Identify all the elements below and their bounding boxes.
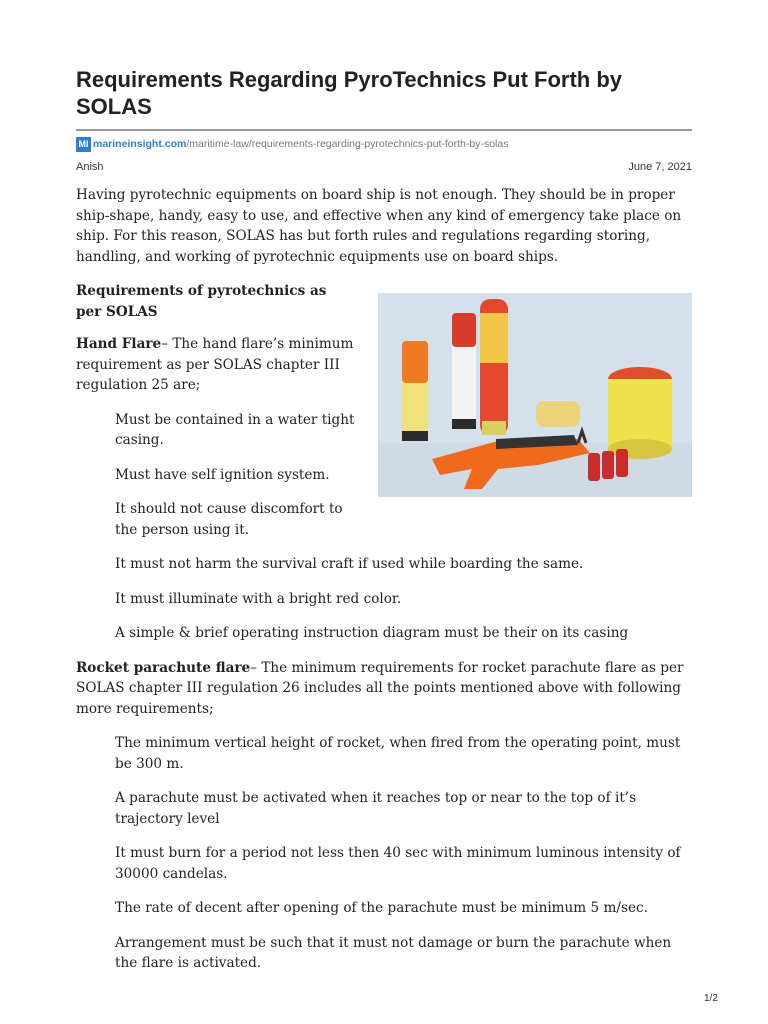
list-item: The rate of decent after opening of the parachute must be minimum 5 m/sec. — [115, 900, 648, 916]
article-meta — [76, 161, 692, 173]
list-item: A simple & brief operating instruction diagram must be their on its casing — [115, 625, 629, 641]
list-item: Arrangement must be such that it must not damage or burn the parachute when the flare is activated. — [115, 934, 672, 971]
author: Anish — [76, 161, 104, 173]
publish-date: June 7, 2021 — [628, 161, 692, 173]
hand-flare-label: Hand Flare — [76, 336, 162, 352]
list-item: Must have self ignition system. — [115, 466, 330, 483]
list-item: It must burn for a period not less then 40 sec with minimum luminous intensity of 30000 candelas. — [115, 845, 681, 882]
source-line — [76, 136, 692, 152]
section-heading: Requirements of pyrotechnics as per SOLAS — [76, 283, 327, 320]
rocket-flare-label: Rocket parachute flare — [76, 659, 251, 676]
pyrotechnics-photo — [378, 293, 692, 497]
list-item: It should not cause discomfort to the person using it. — [115, 501, 343, 538]
article — [76, 66, 692, 974]
rocket-flare-paragraph: Rocket parachute flare– The minimum requirements for rocket parachute flare as per SOLAS chapter III regulation 26 includes all the points mentioned above with following more requirements; — [76, 659, 684, 717]
pyrotechnics-photo-icon — [378, 293, 692, 497]
title-divider — [76, 129, 692, 131]
list-item: A parachute must be activated when it reaches top or near to the top of it’s trajectory level — [115, 790, 637, 827]
list-item: The minimum vertical height of rocket, when fired from the operating point, must be 300 m. — [115, 735, 681, 772]
page-title: Requirements Regarding PyroTechnics Put Forth by SOLAS — [76, 67, 623, 119]
source-path-link[interactable]: /maritime-law/requirements-regarding-pyrotechnics-put-forth-by-solas — [186, 138, 509, 150]
list-item: Must be contained in a water tight casing. — [115, 411, 355, 448]
source-domain-link[interactable]: marineinsight.com — [93, 138, 187, 150]
list-item: It must not harm the survival craft if used while boarding the same. — [115, 556, 584, 572]
page-number: 1/2 — [704, 993, 718, 1004]
intro-paragraph: Having pyrotechnic equipments on board ship is not enough. They should be in proper ship-shape, handy, easy to use, and effective when any kind of emergency take place on ship. For this reason, SOLAS has but forth rules and regulations regarding storing, handling, and working of pyrotechnic equipments use on board ships. — [76, 187, 682, 265]
list-item: It must illuminate with a bright red color. — [115, 590, 402, 607]
hand-flare-paragraph: Hand Flare– The hand flare’s minimum requirement as per SOLAS chapter III regulation 25 are; — [76, 336, 354, 393]
marineinsight-logo-icon: MI — [76, 137, 91, 152]
